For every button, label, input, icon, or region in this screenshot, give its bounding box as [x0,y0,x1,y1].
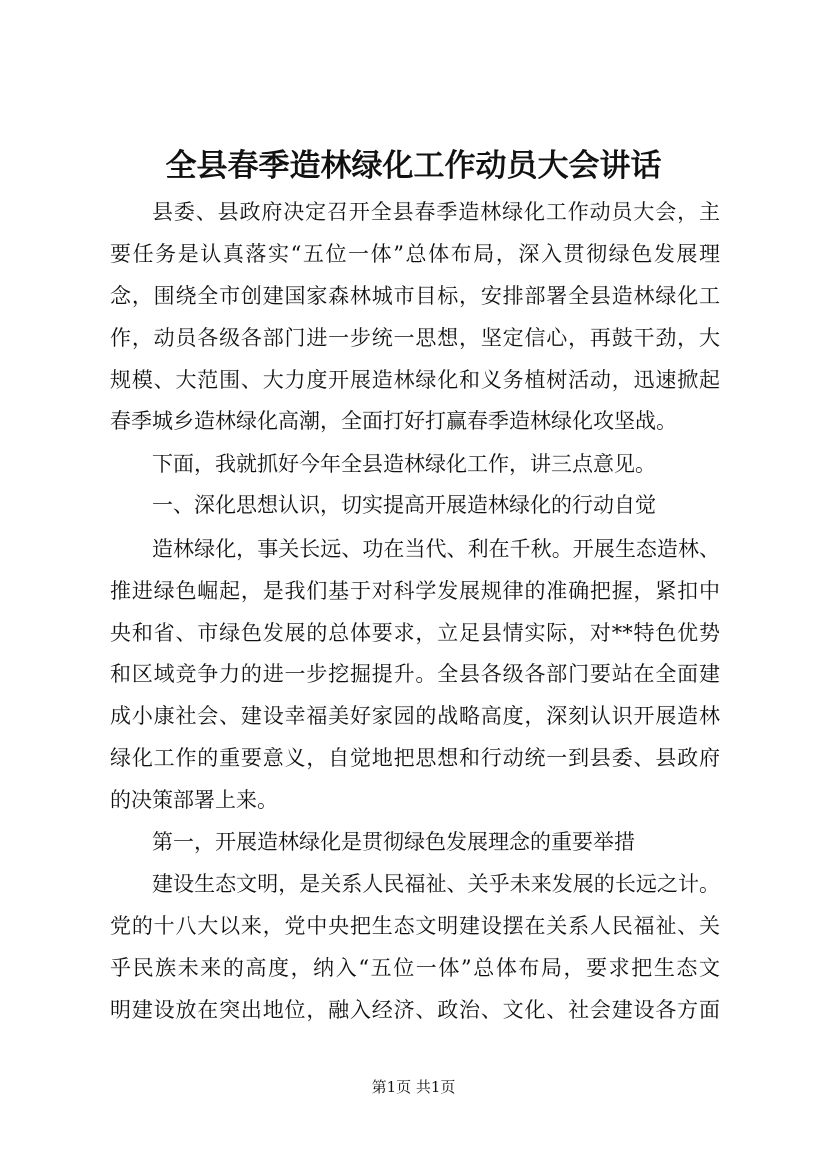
document-title: 全县春季造林绿化工作动员大会讲话 [165,148,662,184]
paragraph-line: 作，动员各级各部门进一步统一思想，坚定信心，再鼓干劲，大 [110,326,720,350]
paragraph-line: 绿化工作的重要意义，自觉地把思想和行动统一到县委、县政府 [110,746,720,770]
paragraph-line: 党的十八大以来，党中央把生态文明建设摆在关系人民福祉、关 [110,914,720,938]
paragraph-line: 推进绿色崛起，是我们基于对科学发展规律的准确把握，紧扣中 [110,579,720,603]
page-footer: 第1页 共1页 [371,1078,456,1096]
paragraph-line: 建设生态文明，是关系人民福祉、关乎未来发展的长远之计。 [152,872,720,896]
paragraph-line: 乎民族未来的高度，纳入“五位一体”总体布局，要求把生态文 [110,956,720,980]
paragraph-line: 明建设放在突出地位，融入经济、政治、文化、社会建设各方面 [110,998,720,1022]
paragraph-line: 的决策部署上来。 [110,788,278,812]
paragraph-line: 规模、大范围、大力度开展造林绿化和义务植树活动，迅速掀起 [110,368,720,392]
subsection-heading: 第一，开展造林绿化是贯彻绿色发展理念的重要举措 [152,830,635,854]
paragraph-line: 成小康社会、建设幸福美好家园的战略高度，深刻认识开展造林 [110,704,720,728]
section-heading: 一、深化思想认识，切实提高开展造林绿化的行动自觉 [152,493,656,517]
paragraph-line: 县委、县政府决定召开全县春季造林绿化工作动员大会，主 [152,200,720,224]
paragraph-line: 央和省、市绿色发展的总体要求，立足县情实际，对**特色优势 [110,621,720,645]
paragraph-line: 下面，我就抓好今年全县造林绿化工作，讲三点意见。 [152,452,656,476]
paragraph-line: 要任务是认真落实“五位一体”总体布局，深入贯彻绿色发展理 [110,242,720,266]
paragraph-line: 春季城乡造林绿化高潮，全面打好打赢春季造林绿化攻坚战。 [110,409,677,433]
paragraph-line: 念，围绕全市创建国家森林城市目标，安排部署全县造林绿化工 [110,284,720,308]
paragraph-line: 造林绿化，事关长远、功在当代、利在千秋。开展生态造林、 [152,537,720,561]
paragraph-line: 和区域竞争力的进一步挖掘提升。全县各级各部门要站在全面建 [110,662,720,686]
